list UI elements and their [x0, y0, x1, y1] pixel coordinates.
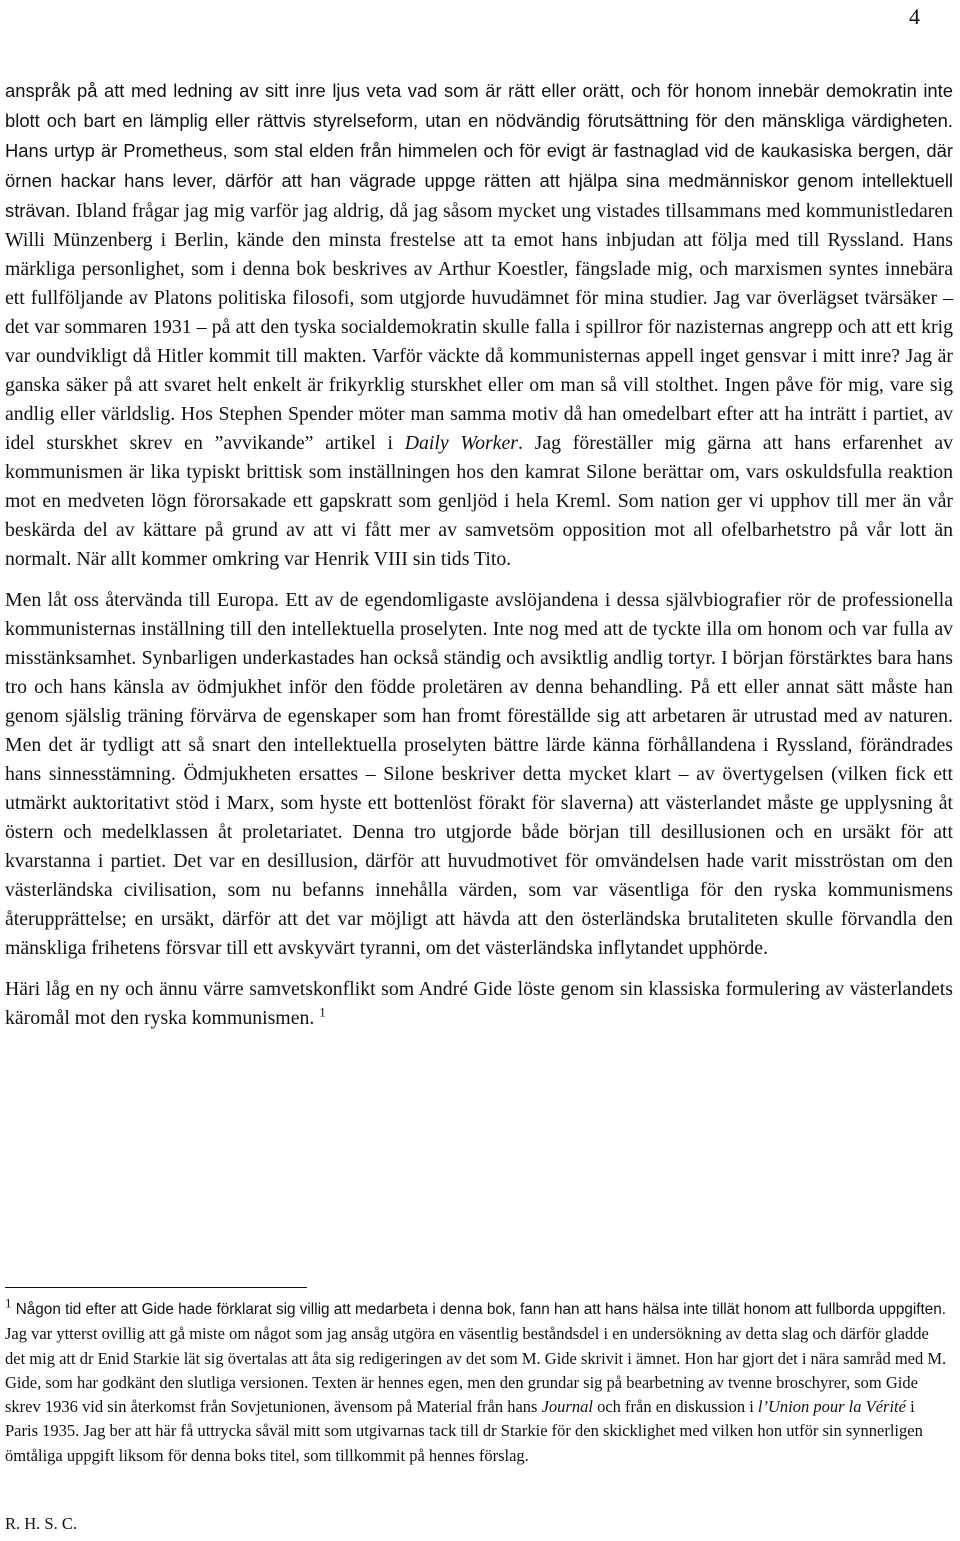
footnote-rule — [5, 1287, 307, 1288]
text-segment: Hos Stephen Spender möter man samma motiv då han omedelbart efter att ha inträtt i partiet, av idel sturskhet skrev en ”avvikande” artikel i — [5, 403, 953, 454]
text-segment: Ibland frågar jag mig varför jag aldrig, då jag såsom mycket ung vistades tillsammans med kommunistledaren Willi Münzenberg i Berlin, kände den minsta frestelse att ta emot hans inbjudan att följa med till Ryssland. — [5, 200, 953, 251]
paragraph-3 — [5, 975, 953, 1033]
footnote — [5, 1297, 949, 1468]
footnote-reference[interactable]: 1 — [319, 1004, 326, 1020]
page-number: 4 — [909, 4, 920, 29]
text-segment: Varför väckte då kommunisternas appell inget gensvar i mitt inre? — [371, 345, 906, 367]
paragraph-1 — [5, 76, 953, 574]
text-segment: I början förstärktes bara hans tro och hans känsla av ödmjukhet inför den födde proletären av denna behandling. — [5, 647, 953, 698]
text-segment: Inte nog med att de tyckte illa om honom och var fulla av misstänksamhet. — [5, 618, 953, 669]
text-segment: och från en diskussion i — [592, 1397, 758, 1417]
text-segment: Ingen påve för mig, vare sig andlig eller världslig. — [5, 374, 953, 425]
text-segment: Men det är tydligt att så snart den intellektuella proselyten bättre lärde känna förhållandena i Ryssland, förändrades hans sinnesstämning. — [5, 734, 953, 785]
text-segment: Jag är ganska säker på att svaret helt enkelt är frikyrklig sturskhet eller om man så vill stolthet. — [5, 345, 953, 396]
footnote-signature: R. H. S. C. — [5, 1514, 77, 1533]
text-segment: Hans märkliga personlighet, som i denna bok beskrives av Arthur Koestler, fängslade mig, och marxismen syntes innebära ett fullföljande av Platons politiska filosofi, som utgjorde huvudämnet för mina studier. — [5, 229, 953, 309]
text-segment: . Jag föreställer mig gärna att hans erfarenhet av kommunismen är lika typiskt brittisk som inställningen hos den kamrat Silone berättar om, vars oskuldsfulla reaktion mot en medveten lögn förorsakade ett gapskratt som genljöd i hela Kreml. — [5, 432, 954, 512]
text-segment: Ett av de egendomligaste avslöjandena i dessa självbiografier rör de professionella kommunisternas inställning till den intellektuella proselyten. — [5, 589, 953, 640]
text-segment: Ödmjukheten ersattes – Silone beskriver detta mycket klart – av övertygelsen (vilken fick ett utmärkt auktoritativt stöd i Marx, som hyste ett bottenlöst förakt för slaverna) att västerlandet måste ge upplysning åt östern och medelklassen åt proletariatet. — [5, 763, 953, 843]
text-segment: Det var en desillusion, därför att huvudmotivet för omvändelsen hade varit misströstan om den västerländska civilisation, som nu befanns innehålla värden, som var väsentliga för den ryska kommunismens återupprättelse; en ursäkt, därför att det var möjligt att hävda att den österländska brutaliteten skulle förvandla den mänskliga frihetens försvar till ett avskyvärt tyranni, om det västerländska inflytandet upphörde. — [5, 850, 953, 959]
text-segment: Men låt oss återvända till Europa. — [5, 589, 286, 611]
italic-title: Journal — [541, 1397, 593, 1417]
text-segment: Jag var ytterst ovillig att gå miste om något som jag ansåg utgöra en väsentlig beståndsdel i en undersökning av detta slag och därför gladde det mig att dr Enid Starkie lät sig övertalas att åta sig redigeringen av det som M. Gide skrivit i ämnet. — [5, 1324, 929, 1368]
text-segment: Denna tro utgjorde både början till desillusionen och en ursäkt för att kvarstanna i partiet. — [5, 821, 953, 872]
text-segment: Som nation ger vi upphov till mer än vår beskärda del av kättare på grund av att vi fått mer av samvetsöm opposition mot all ofelbarhetstro på vår lott än normalt. — [5, 490, 953, 570]
text-segment: Jag var överlägset tvärsäker – det var sommaren 1931 – på att den tyska socialdemokratin skulle falla i spillror för nazisternas angrepp och att ett krig var oundvikligt då Hitler kommit till makten. — [5, 287, 954, 367]
text-segment: Synbarligen underkastades han också ständig och avsiktlig andlig tortyr. — [141, 647, 722, 669]
body-text — [5, 76, 953, 1033]
text-segment: Texten är hennes egen, men den grundar sig på bearbetning av tvenne broschyrer, som Gide skrev 1936 vid sin återkomst från Sovjetunionen, ävensom på Material från hans — [5, 1372, 918, 1417]
text-segment: i Paris 1935. — [5, 1397, 915, 1441]
text-segment: När allt kommer omkring var Henrik VIII sin tids Tito. — [76, 548, 512, 570]
text-segment: Häri låg en ny och ännu värre samvetskonflikt som André Gide löste genom sin klassiska formulering av västerlandets käromål mot den ryska kommunismen. — [5, 978, 953, 1029]
footnote-marker: 1 — [5, 1295, 12, 1311]
text-segment: På ett eller annat sätt måste han genom själslig träning förvärva de egenskaper som han fromt föreställde sig att arbetaren är utrustad med av naturen. — [5, 676, 953, 727]
text-segment: anspråk på att med ledning av sitt inre ljus veta vad som är rätt eller orätt, och för honom innebär demokratin inte blott och bart en lämplig eller rättvis styrelseform, utan en nödvändig förutsättning för den mänskliga värdigheten. Hans urtyp är Prometheus, som stal elden från himmelen och för evigt är fastnaglad vid de kaukasiska bergen, där örnen hackar hans lever, därför att han vägrade uppge rätten att hjälpa sina medmänniskor genom intellektuell strävan. — [5, 80, 953, 221]
italic-title: Daily Worker — [404, 432, 518, 454]
italic-title: l’Union pour la Vérité — [757, 1397, 906, 1417]
text-segment: Någon tid efter att Gide hade förklarat sig villig att medarbeta i denna bok, fann han att hans hälsa inte tillät honom att fullborda uppgiften. — [11, 1301, 947, 1318]
paragraph-2 — [5, 586, 953, 963]
text-segment: Jag ber att här få uttrycka såväl mitt som utgivarnas tack till dr Starkie för den skicklighet med vilken hon utför sin synnerligen ömtåliga uppgift liksom för denna boks titel, som tillkommit på hennes förslag. — [5, 1421, 923, 1465]
text-segment: Hon har gjort det i nära samråd med M. Gide, som har godkänt den slutliga versionen. — [5, 1348, 947, 1392]
